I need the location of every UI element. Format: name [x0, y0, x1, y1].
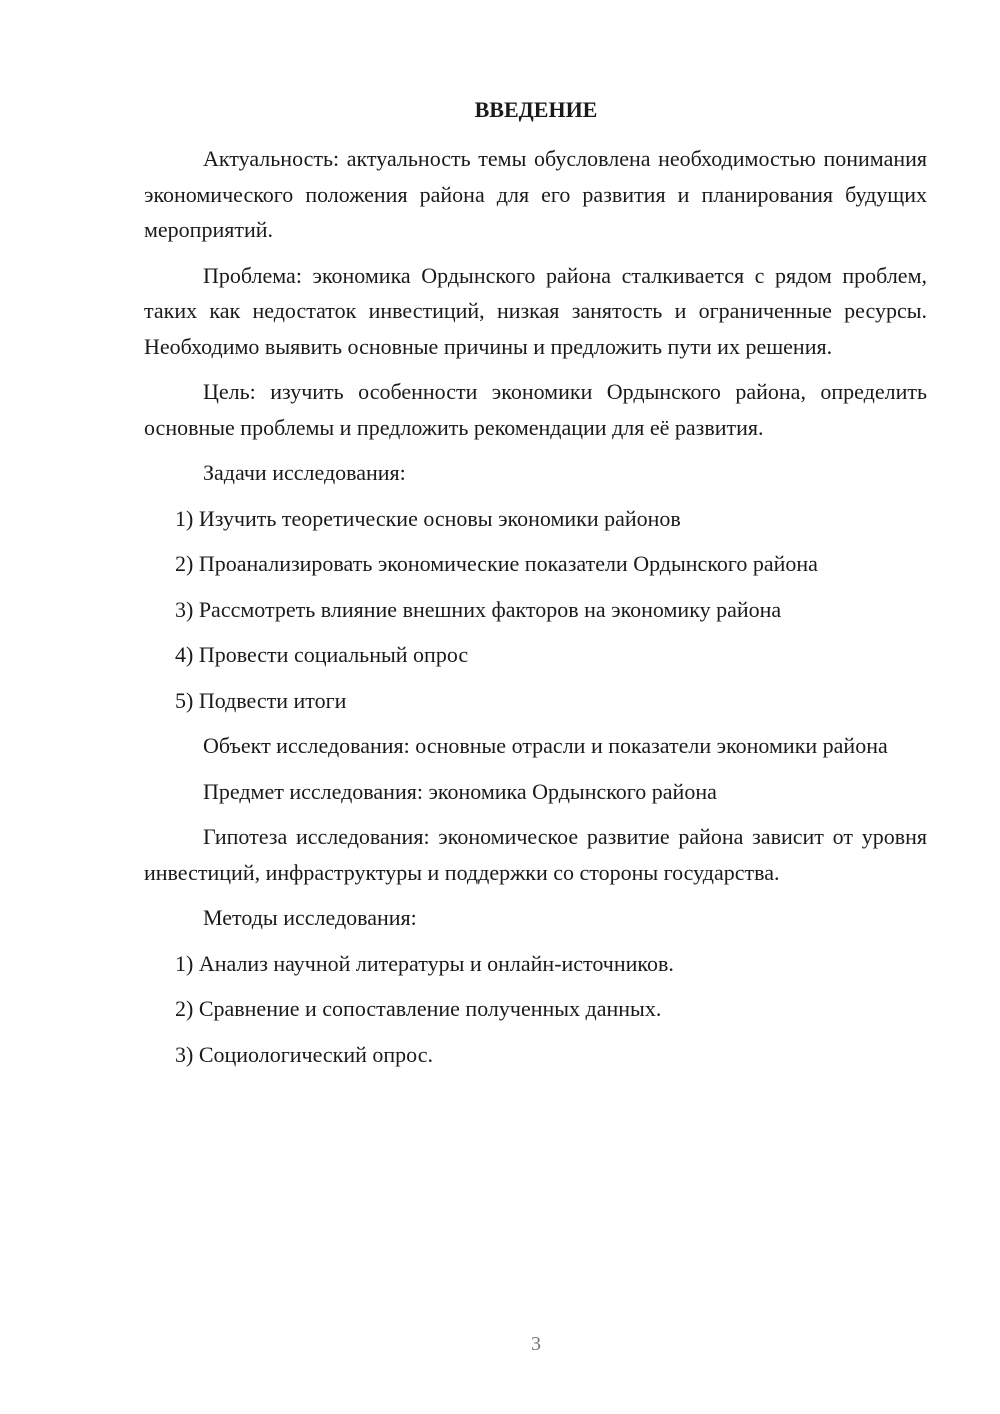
tasks-heading: Задачи исследования: [203, 460, 406, 485]
list-item: 3) Социологический опрос. [175, 1041, 433, 1067]
list-item: 2) Сравнение и сопоставление полученных данных. [175, 996, 662, 1021]
object-paragraph: Объект исследования: основные отрасли и показатели экономики района [203, 733, 888, 758]
methods-heading: Методы исследования: [203, 905, 417, 930]
relevance-paragraph: Актуальность: актуальность темы обусловлена необходимостью понимания экономического положения района для его развития и планирования будущих мероприятий. [144, 146, 927, 242]
list-item: 1) Изучить теоретические основы экономики районов [175, 505, 681, 531]
problem-paragraph: Проблема: экономика Ордынского района сталкивается с рядом проблем, таких как недостаток инвестиций, низкая занятость и ограниченные ресурсы. Необходимо выявить основные причины и предложить пути их решения. [144, 262, 927, 359]
list-item: 3) Рассмотреть влияние внешних факторов на экономику района [175, 596, 782, 622]
page-title: ВВЕДЕНИЕ [474, 97, 598, 122]
methods-list [144, 946, 927, 1073]
list-item: 2) Проанализировать экономические показатели Ордынского района [175, 551, 818, 576]
list-item: 1) Анализ научной литературы и онлайн-источников. [175, 950, 674, 976]
list-item: 4) Провести социальный опрос [175, 642, 469, 667]
subject-paragraph: Предмет исследования: экономика Ордынского района [203, 778, 717, 804]
hypothesis-paragraph: Гипотеза исследования: экономическое развитие района зависит от уровня инвестиций, инфраструктуры и поддержки со стороны государства. [144, 824, 927, 885]
list-item: 5) Подвести итоги [175, 687, 347, 713]
page-number: 3 [531, 1333, 541, 1355]
document-body [144, 141, 927, 1082]
tasks-list [144, 501, 927, 719]
goal-paragraph: Цель: изучить особенности экономики Ордынского района, определить основные проблемы и предложить рекомендации для её развития. [144, 379, 927, 440]
